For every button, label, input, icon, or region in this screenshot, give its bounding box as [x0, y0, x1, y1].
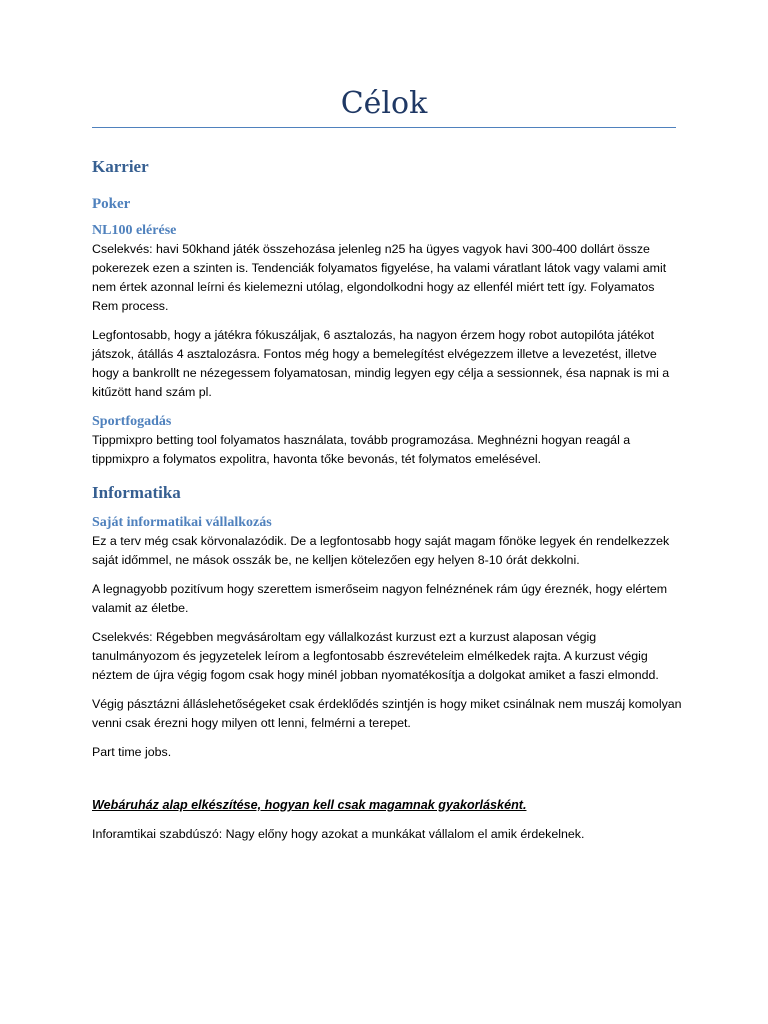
paragraph-vallalkozas-allaslehetosegek: Végig pásztázni álláslehetőségeket csak érdeklődés szintjén is hogy miket csinálnak nem muszáj komolyan venni csak érezni hogy milyen ott lenni, felmérni a terepet.	[92, 697, 682, 730]
paragraph-vallalkozas-terv: Ez a terv még csak körvonalazódik. De a legfontosabb hogy saját magam főnöke legyek én rendelkezzek saját időmmel, ne mások osszák be, ne kelljen kötelezően egy helyen 8-10 órát dekkolni.	[92, 534, 670, 567]
paragraph-part-time-jobs: Part time jobs.	[92, 745, 172, 759]
heading-nl100: NL100 elérése	[92, 223, 177, 238]
paragraph-vallalkozas-pozitivum: A legnagyobb pozitívum hogy szerettem ismerőseim nagyon felnéznének rám úgy éreznék, hogy elértem valamit az életbe.	[92, 582, 668, 615]
heading-sportfogadas: Sportfogadás	[92, 414, 172, 429]
paragraph-vallalkozas-cselekves: Cselekvés: Régebben megvásároltam egy vállalkozást kurzust ezt a kurzust alaposan végig tanulmányozom és jegyzetelek leírom a legfontosabb észrevételeim elmélkedek rajta. A kurzust végig néztem de újra végig fogom csak hogy minél jobban nyomatékosítja a dolgokat amiket a faszi elmondd.	[92, 630, 659, 682]
paragraph-nl100-cselekves: Cselekvés: havi 50khand játék összehozása jelenleg n25 ha ügyes vagyok havi 300-400 dollárt össze pokerezek ezen a szinten is. Tendenciák folyamatos figyelése, ha valami váratlant látok vagy valami amit nem értek azonnal leírni és kielemezni utólag, elgondolkodni hogy az ellenfél miért tett így. Folyamatos Rem process.	[92, 242, 667, 313]
paragraph-webaruhaz: Webáruház alap elkészítése, hogyan kell csak magamnak gyakorlásként.	[92, 798, 527, 812]
heading-informatika: Informatika	[92, 483, 181, 502]
heading-sajat-vallalkozas: Saját informatikai vállalkozás	[92, 515, 272, 530]
heading-karrier: Karrier	[92, 157, 149, 176]
document-body	[92, 155, 682, 854]
heading-poker: Poker	[92, 196, 131, 212]
title-underline-divider	[92, 127, 676, 128]
paragraph-nl100-legfontosabb: Legfontosabb, hogy a játékra fókuszáljak, 6 asztalozás, ha nagyon érzem hogy robot autopilóta játékot játszok, átállás 4 asztalozásra. Fontos még hogy a bemelegítést elvégezzem illetve a levezetést, illetve hogy a bankrollt ne nézegessem folyamatosan, mindig legyen egy célja a sessionnek, ésa napnak is mi a kitűzött hand szám pl.	[92, 328, 670, 399]
document-title: Célok	[340, 86, 428, 121]
paragraph-sportfogadas: Tippmixpro betting tool folyamatos használata, tovább programozása. Meghnézni hogyan reagál a tippmixpro a folymatos expolitra, havonta tőke bevonás, tét folymatos emelésével.	[92, 433, 631, 466]
paragraph-szabaduszo: Inforamtikai szabdúszó: Nagy előny hogy azokat a munkákat vállalom el amik érdekelnek.	[92, 827, 585, 841]
